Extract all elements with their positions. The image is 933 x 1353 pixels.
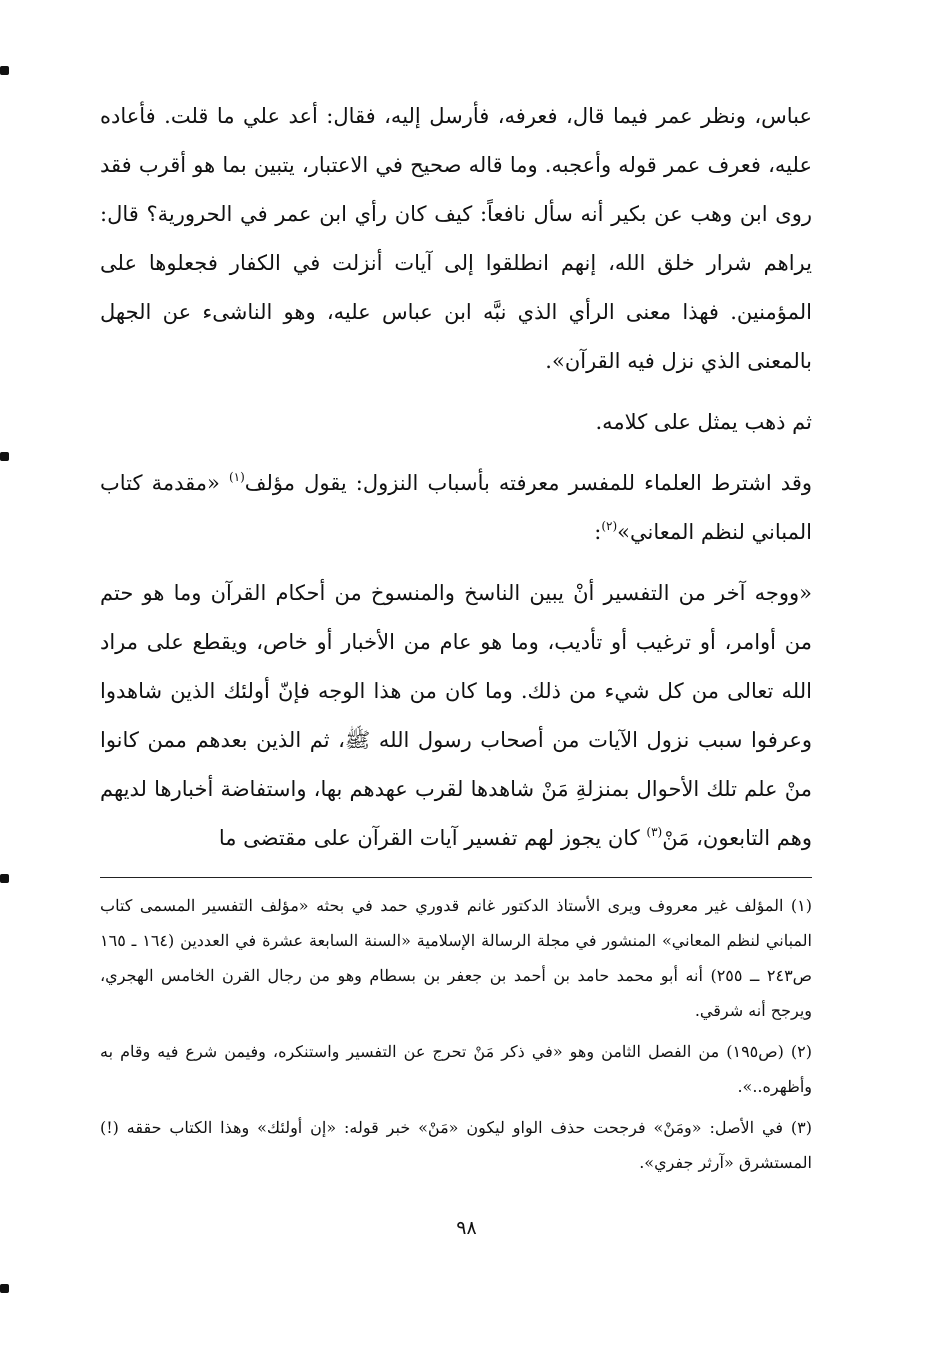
paragraph-4 xyxy=(100,569,812,863)
page-body xyxy=(100,92,812,1272)
footnote-divider xyxy=(100,877,812,878)
paragraph-3-text-after: : xyxy=(594,520,602,544)
paragraph-3-text-middle: «مقدمة كتاب المباني لنظم المعاني» xyxy=(100,471,812,544)
footnote-2: (٢) (ص١٩٥) من الفصل الثامن وهو «في ذكر مَنْ تحرج عن التفسير واستنكره، وفيمن شرع فيه وقام به وأظهره..». xyxy=(100,1042,812,1096)
paragraph-1: عباس، ونظر عمر فيما قال، فعرفه، فأرسل إليه، فقال: أعد علي ما قلت. فأعاده عليه، فعرف عمر قوله وأعجبه. وما قاله صحيح في الاعتبار، يتبين بما هو أقرب فقد روى ابن وهب عن بكير أنه سأل نافعاً: كيف كان رأي ابن عمر في الحرورية؟ قال: يراهم شرار خلق الله، إنهم انطلقوا إلى آيات أنزلت في الكفار فجعلوها على المؤمنين. فهذا معنى الرأي الذي نبَّه ابن عباس عليه، وهو الناشىء عن الجهل بالمعنى الذي نزل فيه القرآن». xyxy=(100,104,812,373)
scan-mark-bottom xyxy=(0,1284,9,1293)
paragraph-4-text-after: كان يجوز لهم تفسير آيات القرآن على مقتضى ما xyxy=(218,826,647,850)
scan-mark-top xyxy=(0,66,9,75)
scan-mark-upper-middle xyxy=(0,452,9,461)
paragraph-3 xyxy=(100,459,812,557)
paragraph-2: ثم ذهب يمثل على كلامه. xyxy=(595,410,812,434)
footnote-ref-2: (٢) xyxy=(601,519,618,533)
footnote-ref-3: (٣) xyxy=(646,825,663,839)
footnote-1: (١) المؤلف غير معروف ويرى الأستاذ الدكتور غانم قدوري حمد في بحثه «مؤلف التفسير المسمى كتاب المباني لنظم المعاني» المنشور في مجلة الرسالة الإسلامية «السنة السابعة عشرة في العددين (١٦٤ ـ ١٦٥ ص٢٤٣ ــ ٢٥٥) أنه أبو محمد حامد بن أحمد بن جعفر بن بسطام وهو من رجال القرن الخامس الهجري، ويرجح أنه شرقي. xyxy=(100,896,813,1020)
footnote-3: (٣) في الأصل: «ومَنْ» فرجحت حذف الواو ليكون «مَنْ» خبر قوله: «إن أولئك» وهذا الكتاب حققه (!) المستشرق «آرثر جفري». xyxy=(100,1118,812,1172)
footnotes xyxy=(100,888,812,1180)
footnote-ref-1: (١) xyxy=(228,470,245,484)
scan-mark-lower-middle xyxy=(0,874,9,883)
page-number: ٩٨ xyxy=(456,1217,477,1239)
paragraph-4-text-before: «ووجه آخر من التفسير أنْ يبين الناسخ والمنسوخ من أحكام القرآن وما هو حتم من أوامر، أو ترغيب أو تأديب، وما هو عام من الأخبار أو خاص، ويقطع على مراد الله تعالى من كل شيء من ذلك. وما كان من هذا الوجه فإنّ أولئك الذين شاهدوا وعرفوا سبب نزول الآيات من أصحاب رسول الله ﷺ، ثم الذين بعدهم ممن كانوا منْ علم تلك الأحوال بمنزلةِ مَنْ شاهدها لقرب عهدهم بها، واستفاضة أخبارها لديهم وهم التابعون، مَنْ xyxy=(100,581,812,850)
paragraph-3-text-before: وقد اشترط العلماء للمفسر معرفته بأسباب النزول: يقول مؤلف xyxy=(244,471,812,495)
